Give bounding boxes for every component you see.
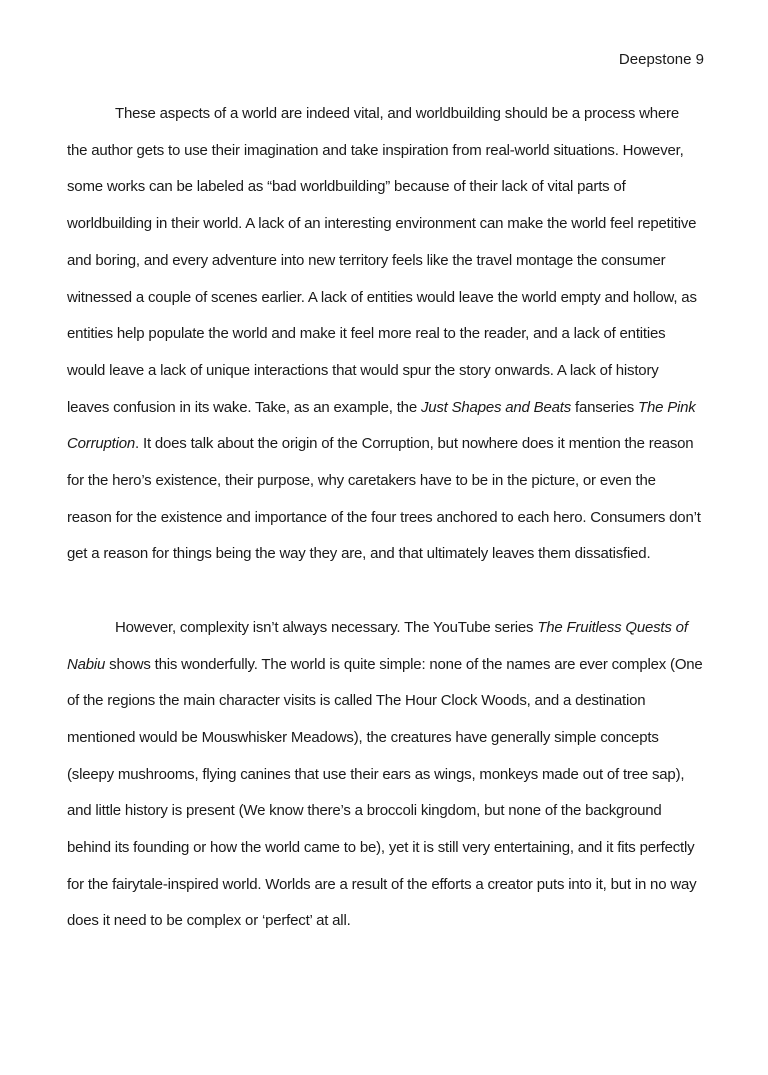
text-segment: However, complexity isn’t always necessary. The YouTube series xyxy=(115,618,538,636)
text-segment: . It does talk about the origin of the Corruption, but nowhere does it mention the reason for the hero’s existence, their purpose, why caretakers have to be in the picture, or even the reason for the existence and importance of the four trees anchored to each hero. Consumers don’t get a reason for things being the way they are, and that ultimately leaves them dissatisfied. xyxy=(67,435,701,563)
text-segment: fanseries xyxy=(571,398,639,416)
italic-title: The Fruitless Quests of Nabiu xyxy=(67,618,688,673)
paragraph-1 xyxy=(67,96,703,573)
italic-title: The Pink Corruption xyxy=(67,398,696,453)
text-segment: These aspects of a world are indeed vital, and worldbuilding should be a process where the author gets to use their imagination and take inspiration from real-world situations. However, some works can be labeled as “bad worldbuilding” because of their lack of vital parts of worldbuilding in their world. A lack of an interesting environment can make the world feel repetitive and boring, and every adventure into new territory feels like the travel montage the consumer witnessed a couple of scenes earlier. A lack of entities would leave the world empty and hollow, as entities help populate the world and make it feel more real to the reader, and a lack of entities would leave a lack of unique interactions that would spur the story onwards. A lack of history leaves confusion in its wake. Take, as an example, the xyxy=(67,105,697,416)
italic-title: Just Shapes and Beats xyxy=(420,398,572,416)
text-segment: shows this wonderfully. The world is quite simple: none of the names are ever complex (One of the regions the main character visits is called The Hour Clock Woods, and a destination mentioned would be Mouswhisker Meadows), the creatures have generally simple concepts (sleepy mushrooms, flying canines that use their ears as wings, monkeys made out of tree sap), and little history is present (We know there’s a broccoli kingdom, but none of the background behind its founding or how the world came to be), yet it is still very entertaining, and it fits perfectly for the fairytale-inspired world. Worlds are a result of the efforts a creator puts into it, but in no way does it need to be complex or ‘perfect’ at all. xyxy=(67,655,703,930)
running-head: Deepstone 9 xyxy=(618,51,704,68)
paragraph-2 xyxy=(67,610,703,940)
body-text xyxy=(67,96,703,940)
